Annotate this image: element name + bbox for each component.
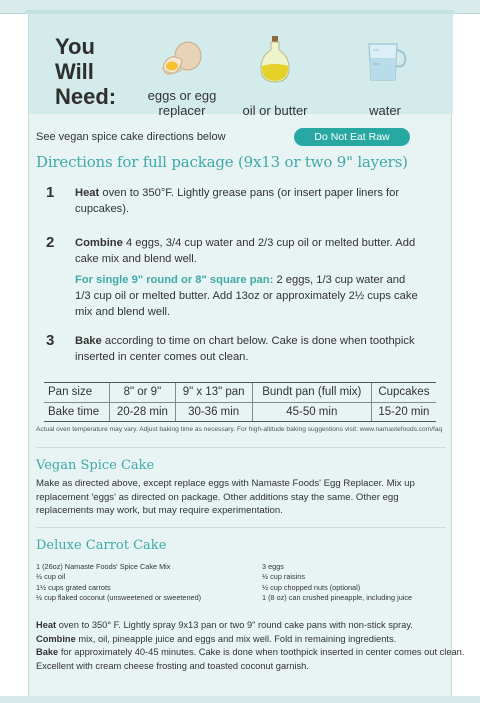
carrot-step: [36, 619, 450, 633]
table-row: [44, 402, 436, 421]
step-number: 2: [46, 234, 55, 251]
need-title-line: Need:: [55, 84, 117, 109]
bake-time-table: [44, 383, 436, 421]
carrot-step: [36, 646, 465, 660]
chart-footnote: Actual oven temperature may vary. Adjust baking time as necessary. For high-altitude baking suggestions visit: www.namastefoods.com/faq: [36, 426, 443, 433]
table-cell: Pan size: [44, 383, 110, 402]
need-item-label: eggs or egg replacer: [147, 88, 217, 118]
table-cell: Bake time: [48, 405, 100, 418]
step-body: according to time on chart below. Cake is done when toothpick inserted in center comes out clean.: [75, 335, 415, 363]
need-item-eggs: [132, 34, 232, 118]
need-title-line: Will: [55, 59, 94, 84]
table-row: [44, 383, 436, 402]
bake-time-chart: [44, 382, 436, 422]
step-number: 1: [46, 184, 55, 201]
ingredient-item: ½ cup raisins: [262, 572, 305, 582]
carrot-cake-title: Deluxe Carrot Cake: [36, 538, 167, 553]
single-pan-heading: For single 9" round or 8" square pan:: [75, 274, 274, 286]
table-cell: 20-28 min: [110, 402, 175, 421]
oil-bottle-icon: [249, 34, 301, 86]
table-cell: 9" x 13" pan: [175, 383, 252, 402]
step-number: 3: [46, 332, 55, 349]
ingredient-item: 1 (26oz) Namaste Foods' Spice Cake Mix: [36, 562, 171, 571]
ingredient-item: ½ cup chopped nuts (optional): [262, 582, 361, 592]
carrot-step-body: Excellent with cream cheese frosting and toasted coconut garnish.: [36, 660, 309, 671]
vegan-directions-note: See vegan spice cake directions below: [36, 131, 226, 143]
step-text: [75, 333, 420, 365]
carrot-step-body: mix, oil, pineapple juice and eggs and mix well. Fold in remaining ingredients.: [75, 633, 397, 644]
carrot-step-body: oven to 350° F. Lightly spray 9x13 pan or two 9" round cake pans with non-stick spray.: [56, 620, 413, 630]
step-body: 4 eggs, 3/4 cup water and 2/3 cup oil or melted butter. Add cake mix and blend well.: [75, 237, 416, 265]
step-keyword: Bake: [75, 335, 102, 347]
directions-title: Directions for full package (9x13 or two 9" layers): [36, 153, 408, 171]
measuring-cup-icon: [359, 34, 411, 86]
section-divider: [36, 527, 446, 528]
step-text: [75, 185, 420, 217]
need-item-label: oil or butter: [242, 103, 308, 118]
need-item-oil: [225, 34, 325, 118]
vegan-spice-cake-title: Vegan Spice Cake: [36, 458, 155, 473]
do-not-eat-raw-badge: Do Not Eat Raw: [294, 128, 410, 146]
table-cell: 8" or 9": [110, 383, 175, 402]
table-cell: Bundt pan (full mix): [252, 383, 371, 402]
ingredients-left: [36, 562, 201, 603]
step-keyword: Heat: [75, 187, 100, 199]
vegan-spice-cake-text: Make as directed above, except replace eggs with Namaste Foods' Egg Replacer. Mix up replacement 'eggs' as directed on package. Other additions stay the same. Other egg replacements may work, but may require experimentation.: [36, 478, 415, 516]
carrot-step: [36, 633, 450, 647]
table-cell: 15-20 min: [371, 402, 436, 421]
ingredient-item: 3 eggs: [262, 562, 284, 571]
section-divider: [36, 447, 446, 448]
box-bottom-edge: [0, 696, 480, 703]
step-keyword: Combine: [75, 237, 123, 249]
table-cell: Cupcakes: [371, 383, 436, 402]
ingredient-item: 1½ cups grated carrots: [36, 582, 111, 592]
step-body: oven to 350°F. Lightly grease pans (or insert paper liners for cupcakes).: [75, 187, 400, 215]
package-panel: [28, 14, 465, 698]
table-cell: 45-50 min: [252, 402, 371, 421]
carrot-cake-steps: [36, 619, 465, 673]
carrot-step-keyword: Heat: [36, 620, 57, 630]
carrot-step-keyword: Combine: [36, 633, 76, 644]
carrot-step: [36, 660, 450, 674]
carrot-step-body: for approximately 40-45 minutes. Cake is done when toothpick inserted in center comes out clean.: [58, 647, 465, 657]
ingredient-item: 1 (8 oz) can crushed pineapple, including juice: [262, 592, 413, 602]
ingredient-item: ½ cup flaked coconut (unsweetened or sweetened): [36, 592, 202, 602]
carrot-step-keyword: Bake: [36, 647, 59, 657]
table-cell: 30-36 min: [175, 402, 252, 421]
you-will-need-band: [29, 14, 453, 118]
eggs-icon: [156, 34, 208, 86]
need-item-water: [335, 34, 435, 118]
need-title-line: You: [55, 34, 95, 59]
ingredients-right: [262, 562, 412, 603]
step-text: [75, 235, 420, 267]
single-pan-body: 2 eggs, 1/3 cup water and 1/3 cup oil or melted butter. Add 13oz or approximately 2½ cups cake mix and blend well.: [75, 274, 418, 318]
need-item-label: water: [369, 103, 401, 118]
single-pan-instructions: [75, 272, 420, 320]
box-top-flap: [0, 0, 480, 14]
ingredient-item: ½ cup oil: [36, 572, 66, 582]
